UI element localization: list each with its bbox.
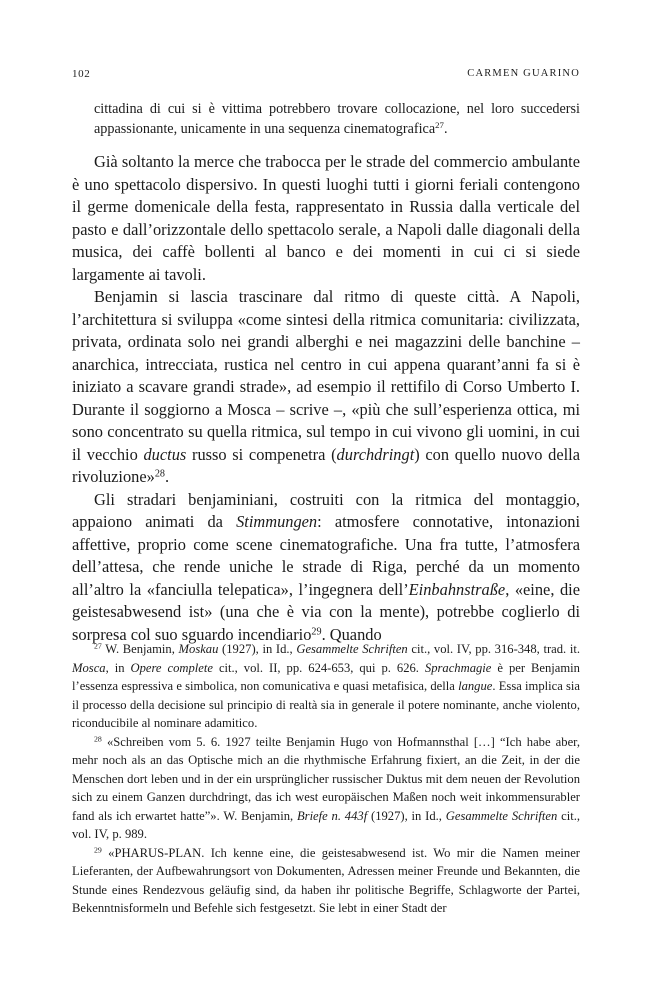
main-text	[72, 151, 580, 646]
block-quote-text: cittadina di cui si è vittima potrebbero trovare collocazione, nel loro succedersi appassionante, unicamente in una sequenza cinematografica	[94, 101, 580, 137]
footnote-27: $^{27}$ W. Benjamin, Moskau (1927), in Id., Gesammelte Schriften cit., vol. IV, pp. 316-348, trad. it. Mosca, in Opere complete cit., vol. II, pp. 624-653, qui p. 626. Sprachmagie è per Benjamin l’essenza espressiva e simbolica, non comunicativa e quasi metafisica, della langue. Essa implica sia il processo della decisione sul principio di realtà sia in generale il potere nominante, anche violento, riconducibile al nominare adamitico.	[72, 641, 581, 730]
page-header	[72, 68, 580, 84]
page-number: 102	[72, 68, 91, 80]
paragraph-1: Già soltanto la merce che trabocca per le strade del commercio ambulante è uno spettacolo dispersivo. In questi luoghi tutti i giorni feriali contengono il germe domenicale della festa, rappresentato in Russia dalla verticale del pasto e dall’orizzontale dello spettacolo serale, a Napoli dalle diagonali della musica, dei caffè bollenti al banco e dei momenti in cui ci si siede largamente ai tavoli.	[72, 152, 580, 284]
footnote-29: $^{29}$ «PHARUS-PLAN. Ich kenne eine, die geistesabwesend ist. Wo mir die Namen meiner Lieferanten, der Aufbewahrungsort von Dokumenten, Adressen meiner Freunde und Bekannten, die Stunde eines Rendezvous geläufig sind, da haben ihr politische Begriffe, Schlagworte der Partei, Bekenntnisformeln und Befehle sich festgesetzt. Sie lebt in einer Stadt der	[72, 845, 580, 915]
block-quote: cittadina di cui si è vittima potrebbero trovare collocazione, nel loro succedersi appassionante, unicamente in una sequenza cinematografica$^{27}$.	[94, 101, 580, 137]
footnote-number: 27	[94, 641, 102, 651]
italic-term: Stimmungen	[236, 512, 318, 531]
italic-term: durchdringt	[336, 444, 415, 464]
footnote-ref-28[interactable]: 28	[154, 468, 165, 480]
footnote-number: 29	[94, 845, 102, 855]
running-head: CARMEN GUARINO	[467, 68, 580, 79]
footnotes	[72, 640, 580, 918]
paragraph-2: Benjamin si lascia trascinare dal ritmo di queste città. A Napoli, l’architettura si sviluppa «come sintesi della ritmica comunitaria: civilizzata, privata, ordinata solo nei grandi alberghi e nei magazzini delle banchine – anarchica, intrecciata, rustica nel centro in cui appena quarant’anni fa si è iniziato a scavare grandi strade», ad esempio il rettifilo di Corso Umberto I. Durante il soggiorno a Mosca – scrive –, «più che sull’esperienza ottica, mi sono concentrato su quella ritmica, sul tempo in cui vivono gli uomini, in cui il vecchio ductus russo si compenetra (durchdringt) con quello nuovo della rivoluzione»$^{28}$.	[72, 287, 580, 486]
italic-term: ductus	[143, 444, 187, 464]
footnote-ref-27[interactable]: 27	[435, 120, 444, 131]
paragraph-3: Gli stradari benjaminiani, costruiti con la ritmica del montaggio, appaiono animati da Stimmungen: atmosfere connotative, intonazioni affettive, proprio come scene cinematografiche. Una fra tutte, l’atmosfera dell’attesa, che rende uniche le strade di Riga, perché da un momento all’altro la «fanciulla telepatica», l’ingegnera dell’Einbahnstraße, «eine, die geistesabwesend ist» (una che è via con la mente), potrebbe coglierlo di sorpresa col suo sguardo incendiario$^{29}$. Quando	[72, 489, 580, 644]
footnote-ref-29[interactable]: 29	[311, 625, 322, 637]
footnote-number: 28	[94, 734, 102, 744]
footnote-28: $^{28}$ «Schreiben vom 5. 6. 1927 teilte Benjamin Hugo von Hofmannsthal […] “Ich habe aber, mehr noch als an das Optische mich an die rhythmische Erfahrung fixiert, an die Zeit, in der die Menschen dort leben und in der ein ursprünglicher russischer Duktus mit dem neuen der Revolution sich zu einem Ganzen durchdringt, das ich west europäischen Maßen noch weit inkommensurabler fand als ich erwartet hatte”». W. Benjamin, Briefe n. 443f (1927), in Id., Gesammelte Schriften cit., vol. IV, p. 989.	[72, 734, 580, 841]
italic-term: Einbahnstraße	[408, 579, 506, 599]
